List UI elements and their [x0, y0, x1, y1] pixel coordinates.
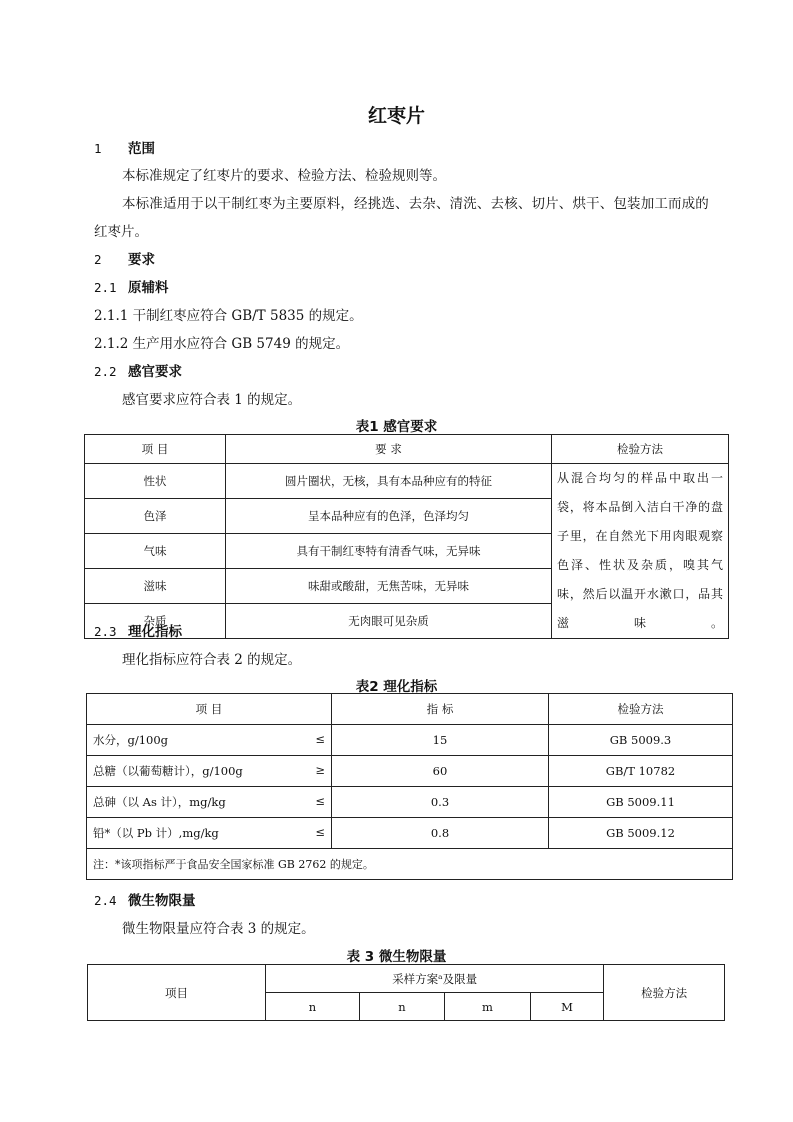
table-subheader: M	[530, 993, 603, 1021]
table-cell: GB 5009.3	[549, 725, 733, 756]
table-cell: 具有干制红枣特有清香气味，无异味	[226, 534, 552, 569]
table-cell: GB/T 10782	[549, 756, 733, 787]
table-physchem	[86, 693, 733, 880]
table-note-row	[87, 849, 733, 880]
table-cell	[87, 818, 332, 849]
section-title: 原辅料	[128, 280, 169, 296]
table-row	[87, 725, 733, 756]
section-2-heading	[94, 248, 155, 268]
section-number: 2.4	[94, 893, 117, 908]
sensory-method-cell: 从混合均匀的样品中取出一袋，将本品倒入洁白干净的盘子里，在自然光下用肉眼观察色泽、性状及杂质，嗅其气味，然后以温开水漱口，品其滋味。	[552, 464, 729, 639]
section-title: 微生物限量	[128, 893, 196, 909]
paragraph-scope-1: 本标准规定了红枣片的要求、检验方法、检验规则等。	[122, 168, 446, 184]
table-header: 检验方法	[604, 965, 725, 1021]
section-title: 感官要求	[128, 364, 182, 380]
section-number: 2	[94, 252, 102, 267]
table-cell: 无肉眼可见杂质	[226, 604, 552, 639]
table-1-caption: 表1 感官要求	[355, 419, 438, 435]
section-title: 要求	[128, 252, 155, 268]
section-number: 2.2	[94, 364, 117, 379]
paragraph-scope-2: 本标准适用于以干制红枣为主要原料，经挑选、去杂、清洗、去核、切片、烘干、包装加工而成的	[122, 196, 709, 212]
table-header: 检验方法	[552, 435, 729, 464]
comparison-symbol: ≤	[315, 825, 325, 839]
page-title: 红枣片	[367, 105, 425, 127]
table-row	[87, 756, 733, 787]
table-cell: 气味	[85, 534, 226, 569]
table-header: 项目	[88, 965, 266, 1021]
table-cell: 色泽	[85, 499, 226, 534]
table-cell	[87, 787, 332, 818]
table-header: 检验方法	[549, 694, 733, 725]
section-2-3-heading	[94, 620, 182, 640]
section-number: 2.1	[94, 280, 117, 295]
section-title: 范围	[128, 141, 155, 157]
table-row	[87, 818, 733, 849]
section-2-4-heading	[94, 889, 196, 909]
item-label: 铅*（以 Pb 计）,mg/kg	[93, 826, 219, 840]
table-note: 注：*该项指标严于食品安全国家标准 GB 2762 的规定。	[87, 849, 733, 880]
table-cell	[87, 756, 332, 787]
table-3-caption: 表 3 微生物限量	[346, 949, 447, 965]
table-cell: 0.3	[332, 787, 549, 818]
table-cell: 滋味	[85, 569, 226, 604]
table-cell: GB 5009.12	[549, 818, 733, 849]
table-cell: GB 5009.11	[549, 787, 733, 818]
section-number: 2.3	[94, 624, 117, 639]
table-cell: 15	[332, 725, 549, 756]
table-micro	[87, 964, 725, 1021]
table-subheader: m	[445, 993, 531, 1021]
table-subheader: n	[266, 993, 360, 1021]
table-cell: 味甜或酸甜，无焦苦味，无异味	[226, 569, 552, 604]
table-cell: 60	[332, 756, 549, 787]
table-cell: 呈本品种应有的色泽，色泽均匀	[226, 499, 552, 534]
section-2-1-heading	[94, 276, 169, 296]
paragraph-micro: 微生物限量应符合表 3 的规定。	[122, 921, 315, 937]
table-header: 项 目	[85, 435, 226, 464]
clause-2-1-2: 2.1.2 生产用水应符合 GB 5749 的规定。	[94, 336, 350, 352]
table-cell: 0.8	[332, 818, 549, 849]
section-number: 1	[94, 141, 102, 156]
table-sensory	[84, 434, 729, 639]
table-header: 指 标	[332, 694, 549, 725]
paragraph-scope-2-cont: 红枣片。	[94, 224, 148, 240]
item-label: 水分，g/100g	[93, 733, 169, 747]
table-cell	[87, 725, 332, 756]
table-header: 要 求	[226, 435, 552, 464]
clause-2-1-1: 2.1.1 干制红枣应符合 GB/T 5835 的规定。	[94, 308, 363, 324]
comparison-symbol: ≤	[315, 732, 325, 746]
table-subheader: n	[359, 993, 445, 1021]
paragraph-physchem: 理化指标应符合表 2 的规定。	[122, 652, 302, 668]
table-cell: 性状	[85, 464, 226, 499]
section-title: 理化指标	[128, 624, 182, 640]
table-2-caption: 表2 理化指标	[355, 679, 438, 695]
item-label: 总糖（以葡萄糖计），g/100g	[93, 764, 243, 778]
item-label: 总砷（以 As 计），mg/kg	[93, 795, 226, 809]
paragraph-sensory: 感官要求应符合表 1 的规定。	[122, 392, 302, 408]
section-2-2-heading	[94, 360, 182, 380]
table-row	[85, 464, 729, 499]
table-header: 采样方案ᵃ及限量	[266, 965, 604, 993]
table-row	[87, 787, 733, 818]
section-1-heading	[94, 137, 155, 157]
comparison-symbol: ≥	[315, 763, 325, 777]
comparison-symbol: ≤	[315, 794, 325, 808]
table-header: 项 目	[87, 694, 332, 725]
table-cell: 杂质	[85, 604, 226, 639]
table-cell: 圆片圈状，无核，具有本品种应有的特征	[226, 464, 552, 499]
